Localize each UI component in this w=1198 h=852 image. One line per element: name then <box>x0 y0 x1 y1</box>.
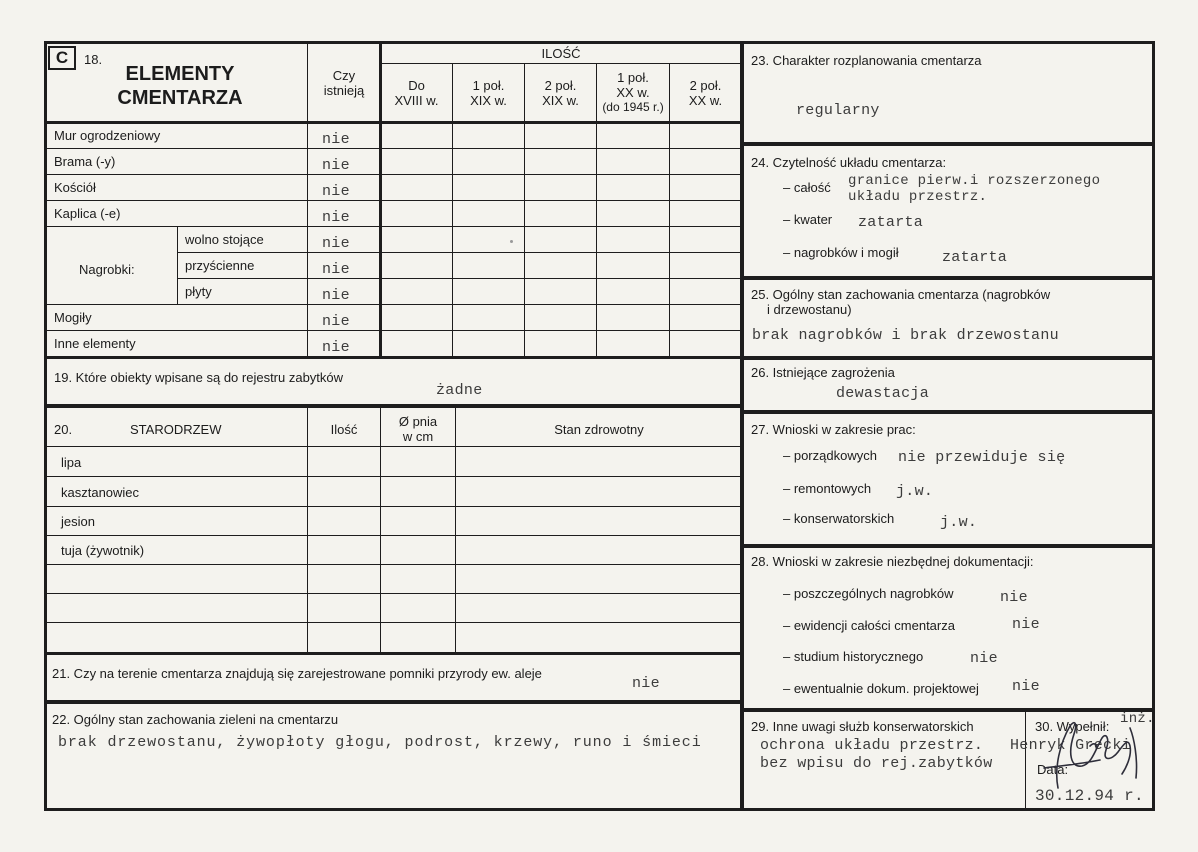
section-27-conservation-label: – konserwatorskich <box>783 511 895 526</box>
section-19-value: żadne <box>436 382 483 399</box>
section-30-date-value: 30.12.94 r. <box>1035 787 1144 805</box>
section-29-30-divider <box>1025 710 1026 810</box>
row-line <box>45 226 742 227</box>
section-24-graves-value: zatarta <box>942 249 1008 266</box>
tree-row-line <box>45 506 742 507</box>
section-24-whole-value-2: układu przestrz. <box>848 189 988 205</box>
tree-row-line <box>45 535 742 536</box>
col-q4-header: 1 poł. XX w. (do 1945 r.) <box>602 70 664 114</box>
section-letter: C <box>55 48 69 67</box>
row-value-graves: nie <box>322 313 350 330</box>
section-30-label: 30. Wypełnił: <box>1035 719 1110 734</box>
tree-row-line <box>45 622 742 623</box>
grid-vline-6 <box>669 64 670 358</box>
section-25-label: 25. Ogólny stan zachowania cmentarza (nagrobków i drzewostanu) <box>751 287 1051 317</box>
grid-vline-4 <box>524 64 525 358</box>
section-27-cleanup-value: nie przewiduje się <box>898 449 1066 466</box>
trees-vline-1 <box>307 406 308 653</box>
section-22-label: 22. Ogólny stan zachowania zieleni na cmentarzu <box>52 712 339 727</box>
row-label-freestanding: wolno stojące <box>185 232 264 247</box>
col-q5-header: 2 poł. XX w. <box>688 78 723 108</box>
section-27-cleanup-label: – porządkowych <box>783 448 877 463</box>
row-line <box>45 304 742 305</box>
section-28-tombstones-value: nie <box>1000 589 1028 606</box>
section-26-label: 26. Istniejące zagrożenia <box>751 365 895 380</box>
col-q1-header: Do XVIII w. <box>394 78 439 108</box>
section-25-value: brak nagrobków i brak drzewostanu <box>752 327 1059 344</box>
header-bottom-line <box>45 121 742 124</box>
section-28-label: 28. Wnioski w zakresie niezbędnej dokumentacji: <box>751 554 1034 569</box>
section-28-history-label: – studium historycznego <box>783 649 924 664</box>
section-27-conservation-value: j.w. <box>940 514 978 531</box>
section-24-quarters-label: – kwater <box>783 212 833 227</box>
row-value-wall-mounted: nie <box>322 261 350 278</box>
row-label-tombstones: Nagrobki: <box>79 262 135 277</box>
row-label-gate: Brama (-y) <box>54 154 116 169</box>
section-27-repair-value: j.w. <box>896 483 934 500</box>
row-label-chapel: Kaplica (-e) <box>54 206 121 221</box>
row-line <box>177 278 742 279</box>
trees-vline-2 <box>380 406 381 653</box>
row-label-wall-mounted: przyścienne <box>185 258 255 273</box>
trees-vline-3 <box>455 406 456 653</box>
row-value-freestanding: nie <box>322 235 350 252</box>
col-q3-header: 2 poł. XIX w. <box>542 78 579 108</box>
row-value-wall: nie <box>322 131 350 148</box>
tree-row-line <box>45 564 742 565</box>
section-30-filled-by: Henryk Grecki <box>1010 737 1131 754</box>
section-24-whole-label: – całość <box>783 180 831 195</box>
tree-jesion: jesion <box>61 514 95 529</box>
grid-vline-nagrobki <box>177 226 178 304</box>
trees-col-diameter: Ø pnia w cm <box>398 414 438 444</box>
row-label-church: Kościół <box>54 180 96 195</box>
row-line <box>45 200 742 201</box>
section-18-number: 18. <box>84 52 103 67</box>
tree-lipa: lipa <box>61 455 82 470</box>
section-24-label: 24. Czytelność układu cmentarza: <box>751 155 947 170</box>
row-label-slabs: płyty <box>185 284 212 299</box>
quantity-header-line <box>380 63 742 64</box>
section-24-graves-label: – nagrobków i mogił <box>783 245 899 260</box>
section-24-whole-value-1: granice pierw.i rozszerzonego <box>848 173 1101 189</box>
section-26-value: dewastacja <box>836 385 930 402</box>
row-value-slabs: nie <box>322 287 350 304</box>
row-label-wall: Mur ogrodzeniowy <box>54 128 161 143</box>
row-label-other: Inne elementy <box>54 336 136 351</box>
col-quantity-header: ILOŚĆ <box>541 46 581 61</box>
section-29-label: 29. Inne uwagi służb konserwatorskich <box>751 719 974 734</box>
col-exists-header: Czy istnieją <box>323 68 365 98</box>
section-30-date-label: Data: <box>1037 762 1069 777</box>
section-21-label: 21. Czy na terenie cmentarza znajdują się zarejestrowane pomniki przyrody ew. aleje <box>52 666 542 681</box>
paper-speck <box>510 240 513 243</box>
section-19-label: 19. Które obiekty wpisane są do rejestru zabytków <box>54 370 344 385</box>
section-23-value: regularny <box>796 102 880 119</box>
trees-col-health: Stan zdrowotny <box>554 422 644 437</box>
section-28-tombstones-label: – poszczególnych nagrobków <box>783 586 954 601</box>
section-29-value-2: bez wpisu do rej.zabytków <box>760 755 993 772</box>
col-q2-header: 1 poł. XIX w. <box>470 78 507 108</box>
row-line <box>177 252 742 253</box>
section-30-prefix: inż. <box>1120 711 1155 727</box>
tree-row-line <box>45 593 742 594</box>
row-line <box>45 148 742 149</box>
section-18-title: ELEMENTY CMENTARZA <box>117 63 243 109</box>
row-value-other: nie <box>322 339 350 356</box>
tree-tuja: tuja (żywotnik) <box>61 543 145 558</box>
grid-vline-3 <box>452 64 453 358</box>
section-20-title: STARODRZEW <box>130 422 222 437</box>
tree-kasztanowiec: kasztanowiec <box>61 485 140 500</box>
trees-header-line <box>45 446 742 447</box>
section-27-label: 27. Wnioski w zakresie prac: <box>751 422 916 437</box>
row-value-church: nie <box>322 183 350 200</box>
section-28-project-label: – ewentualnie dokum. projektowej <box>783 681 979 696</box>
section-21-value: nie <box>632 675 660 692</box>
row-value-gate: nie <box>322 157 350 174</box>
section-29-value-1: ochrona układu przestrz. <box>760 737 984 754</box>
row-label-graves: Mogiły <box>54 310 92 325</box>
section-27-repair-label: – remontowych <box>783 481 872 496</box>
tree-row-line <box>45 476 742 477</box>
row-value-chapel: nie <box>322 209 350 226</box>
section-28-records-label: – ewidencji całości cmentarza <box>783 618 955 633</box>
section-28-history-value: nie <box>970 650 998 667</box>
row-line <box>45 174 742 175</box>
row-line <box>45 330 742 331</box>
section-28-records-value: nie <box>1012 616 1040 633</box>
section-28-project-value: nie <box>1012 678 1040 695</box>
section-letter-box <box>48 46 76 70</box>
signature-icon <box>1030 708 1155 803</box>
section-24-quarters-value: zatarta <box>858 214 924 231</box>
section-22-value: brak drzewostanu, żywopłoty głogu, podrost, krzewy, runo i śmieci <box>58 734 702 751</box>
section-23-label: 23. Charakter rozplanowania cmentarza <box>751 53 982 68</box>
trees-col-count: Ilość <box>330 422 358 437</box>
section-20-number: 20. <box>54 422 73 437</box>
